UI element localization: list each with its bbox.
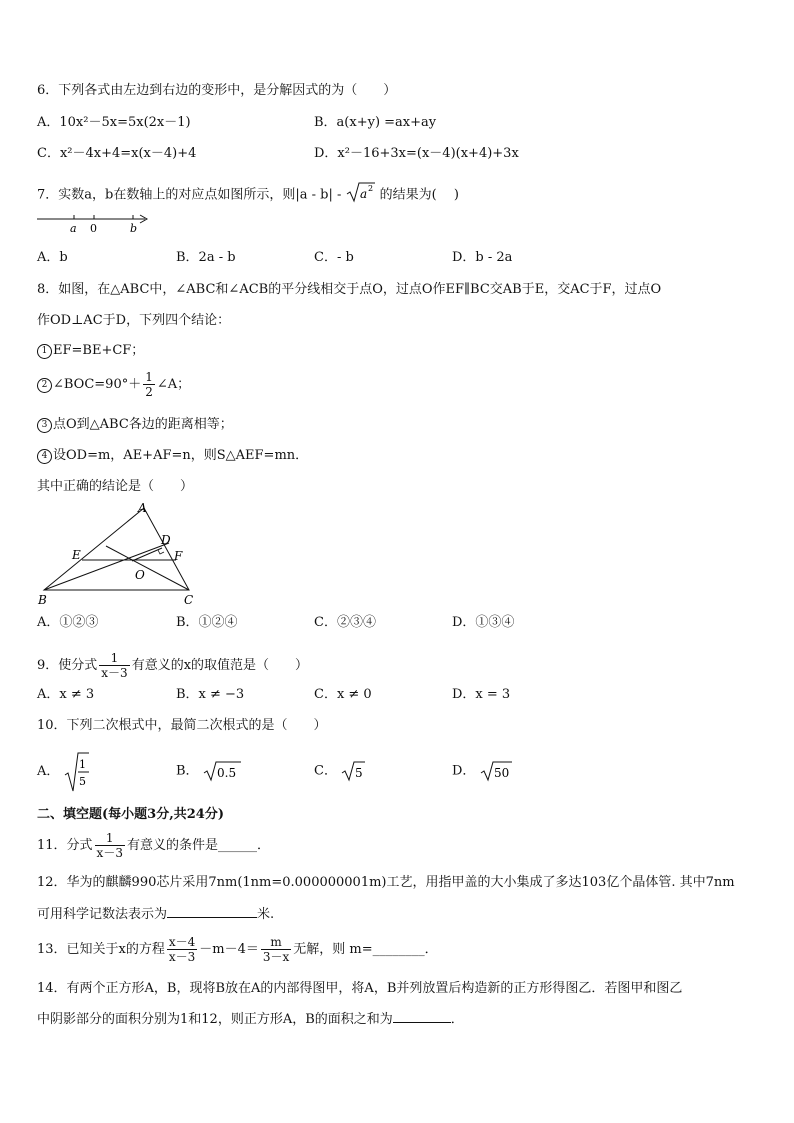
- q11-post: 有意义的条件是______．: [126, 838, 270, 853]
- q10-c-label: C．: [314, 763, 337, 779]
- q8-c1-text: EF=BE+CF；: [53, 343, 145, 358]
- q9-option-a: A．x ≠ 3: [37, 687, 95, 702]
- label-B: B: [38, 593, 47, 607]
- q8-conclusion-1: [37, 342, 144, 360]
- q10-option-a: [37, 750, 90, 794]
- q13-fraction-1: [167, 935, 197, 964]
- q13-f2-den: 3－x: [262, 950, 290, 964]
- section-heading: 二、填空题(每小题3分,共24分): [37, 807, 224, 822]
- q9-stem-pre: 9．使分式: [37, 658, 98, 673]
- q8-question: 其中正确的结论是（ ）: [37, 479, 194, 494]
- q10-option-d: [452, 760, 514, 782]
- q8-conclusion-3: [37, 416, 233, 434]
- q12-line1: 12．华为的麒麟990芯片采用7nm(1nm=0.000000001m)工艺，用指甲盖的大小集成了多达103亿个晶体管. 其中7nm: [37, 875, 735, 890]
- q11-pre: 11．分式: [37, 838, 93, 853]
- triangle-figure: [34, 498, 204, 610]
- q13-f1-num: x－4: [168, 935, 196, 949]
- axis-label-b: b: [130, 222, 138, 235]
- q8-stem-line1: 8．如图，在△ABC中，∠ABC和∠ACB的平分线相交于点O，过点O作EF∥BC交AB于E，交AC于F，过点O: [37, 282, 662, 297]
- q14-line1: 14．有两个正方形A，B，现将B放在A的内部得图甲，将A，B并列放置后构造新的正方形得图乙．若图甲和图乙: [37, 981, 683, 996]
- radical-icon: [341, 760, 367, 782]
- label-C: C: [184, 593, 194, 607]
- q13-fraction-2: [261, 935, 291, 964]
- q10-d-label: D．: [452, 763, 476, 779]
- q10-a-den: 5: [78, 774, 86, 788]
- q8-c4-text: 设OD=m，AE+AF=n，则S△AEF=mn．: [53, 448, 309, 463]
- q7-option-d: D．b - 2a: [452, 250, 513, 265]
- q7-stem-post: 的结果为( ): [379, 187, 459, 203]
- q8-c2-post: ∠A；: [156, 377, 191, 392]
- label-A: A: [138, 501, 147, 515]
- q11-frac-num: 1: [105, 831, 114, 845]
- q9-stem: [37, 648, 308, 684]
- q13-post: 无解，则 m=________．: [293, 942, 438, 957]
- sqrt-a-squared: [346, 181, 376, 209]
- circled-number-3: 3: [37, 418, 52, 433]
- q11-stem: [37, 828, 270, 864]
- q6-option-d: D．x²－16+3x=(x－4)(x+4)+3x: [314, 146, 519, 161]
- fraction-one-half: $\frac{1}{2}$: [145, 370, 153, 399]
- q7-stem-pre: 7．实数a，b在数轴上的对应点如图所示，则|a - b| -: [37, 187, 342, 203]
- radical-icon: [203, 760, 243, 782]
- q7-option-c: C．- b: [314, 250, 354, 265]
- q8-option-a: A．①②③: [37, 615, 99, 630]
- q14-line2: [37, 1010, 464, 1029]
- svg-text:a: a: [359, 187, 367, 201]
- q13-stem: [37, 932, 438, 968]
- q12-line2-pre: 可用科学记数法表示为: [37, 907, 168, 922]
- q11-fraction: [95, 831, 125, 860]
- q10-c-rad: 5: [355, 766, 363, 780]
- q13-f1-den: x－3: [168, 950, 196, 964]
- q7-stem: [37, 181, 459, 209]
- radical-icon: [480, 760, 514, 782]
- q8-c2-pre: ∠BOC=90°＋: [53, 377, 142, 392]
- q11-frac-den: x－3: [96, 846, 123, 860]
- q6-stem: 6．下列各式由左边到右边的变形中，是分解因式的为（ ）: [37, 83, 397, 98]
- q6-option-a: A．10x²－5x=5x(2x－1): [37, 115, 191, 130]
- q14-line2-post: ．: [450, 1012, 464, 1027]
- radical-icon: [64, 751, 90, 793]
- q13-pre: 13．已知关于x的方程: [37, 942, 165, 957]
- q8-option-d: D．①③④: [452, 615, 515, 630]
- q13-f2-num: m: [270, 935, 282, 949]
- label-E: E: [72, 548, 81, 562]
- q13-mid: －m－4＝: [199, 942, 259, 957]
- axis-label-a: a: [70, 222, 77, 235]
- q6-option-b: B．a(x+y) =ax+ay: [314, 115, 437, 130]
- q9-option-d: D．x = 3: [452, 687, 511, 702]
- q8-conclusion-2: [37, 370, 190, 399]
- q12-line2-post: 米.: [257, 907, 275, 922]
- q9-option-b: B．x ≠ −3: [176, 687, 245, 702]
- radical-icon: [346, 181, 376, 203]
- q14-line2-pre: 中阴影部分的面积分别为1和12，则正方形A，B的面积之和为: [37, 1012, 393, 1027]
- q10-b-rad: 0.5: [216, 766, 236, 780]
- label-O: O: [135, 568, 145, 582]
- q7-option-a: A．b: [37, 250, 68, 265]
- q10-d-rad: 50: [493, 766, 509, 780]
- q9-stem-post: 有意义的x的取值范是（ ）: [131, 658, 309, 673]
- circled-number-4: 4: [37, 449, 52, 464]
- q8-option-c: C．②③④: [314, 615, 376, 630]
- svg-text:2: 2: [367, 184, 373, 193]
- q10-b-label: B．: [176, 763, 199, 779]
- q9-option-c: C．x ≠ 0: [314, 687, 372, 702]
- q8-conclusion-4: [37, 447, 308, 465]
- q8-option-b: B．①②④: [176, 615, 238, 630]
- q8-c3-text: 点O到△ABC各边的距离相等；: [53, 417, 233, 432]
- q10-stem: 10．下列二次根式中，最简二次根式的是（ ）: [37, 718, 327, 733]
- q9-frac-den: x－3: [101, 666, 128, 680]
- axis-label-0: 0: [90, 222, 97, 235]
- answer-blank[interactable]: [167, 905, 257, 918]
- q10-option-c: [314, 760, 367, 782]
- q9-frac-num: 1: [110, 651, 119, 665]
- circled-number-2: 2: [37, 378, 52, 393]
- circled-number-1: 1: [37, 344, 52, 359]
- q10-a-label: A．: [37, 764, 60, 779]
- q9-fraction: [99, 651, 129, 680]
- label-F: F: [174, 549, 183, 563]
- q8-stem-line2: 作OD⊥AC于D，下列四个结论：: [37, 313, 231, 328]
- q6-option-c: C．x²－4x+4=x(x－4)+4: [37, 146, 197, 161]
- number-line-figure: [37, 210, 157, 236]
- q12-line2: [37, 905, 274, 924]
- label-D: D: [161, 533, 171, 547]
- q7-option-b: B．2a - b: [176, 250, 236, 265]
- answer-blank[interactable]: [393, 1010, 451, 1023]
- q10-a-num: 1: [78, 757, 86, 771]
- q10-option-b: [176, 760, 243, 782]
